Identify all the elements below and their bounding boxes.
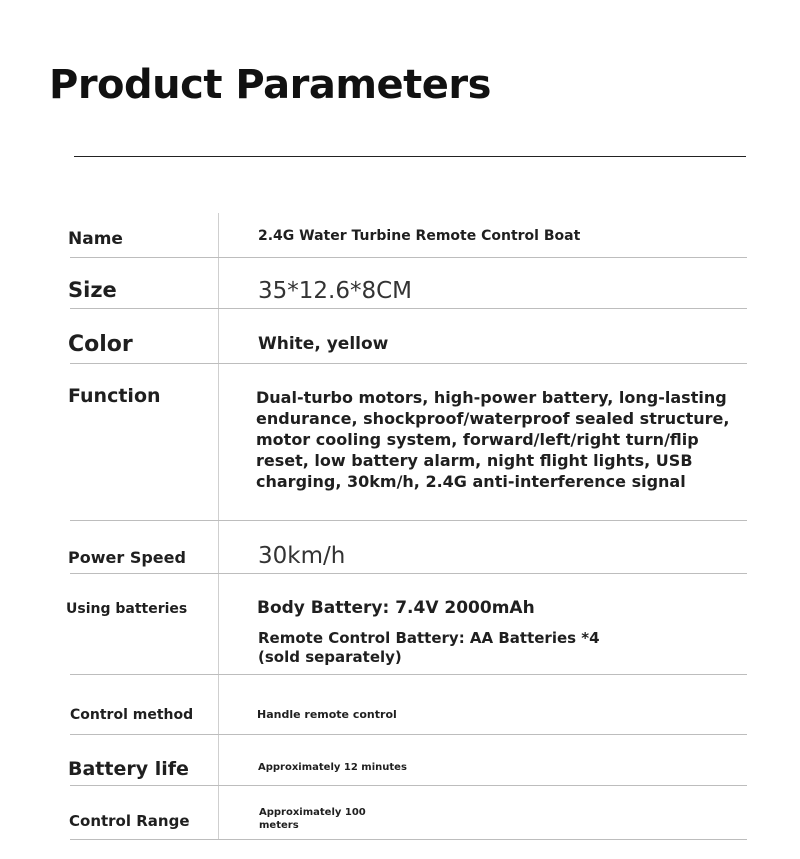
param-value: White, yellow: [258, 334, 389, 354]
param-row-control-method: [70, 675, 747, 735]
param-value: Handle remote control: [257, 708, 397, 721]
param-label: Size: [68, 278, 117, 302]
param-value: Dual-turbo motors, high-power battery, long-lasting endurance, shockproof/waterproof sealed structure, motor cooling system, forward/left/right turn/flip reset, low battery alarm, night flight lights, USB charging, 30km/h, 2.4G anti-interference signal: [256, 388, 730, 491]
param-row-function: [70, 364, 747, 521]
param-value: 35*12.6*8CM: [258, 278, 413, 304]
param-value: 30km/h: [258, 543, 346, 569]
param-row-size: [70, 258, 747, 309]
param-value: Approximately 12 minutes: [258, 762, 407, 773]
param-row-name: [70, 214, 747, 258]
param-label: Name: [68, 229, 123, 249]
param-label: Power Speed: [68, 548, 186, 567]
param-label: Color: [68, 332, 133, 357]
page-title: Product Parameters: [49, 62, 491, 108]
param-value: 2.4G Water Turbine Remote Control Boat: [258, 228, 581, 244]
param-row-color: [70, 309, 747, 364]
title-divider: [74, 156, 746, 157]
param-label: Battery life: [68, 758, 189, 780]
param-label: Function: [68, 385, 161, 407]
param-row-power-speed: [70, 521, 747, 574]
body-battery-value: Body Battery: 7.4V 2000mAh: [257, 598, 535, 618]
param-row-batteries: [66, 574, 747, 675]
param-value: Approximately 100 meters: [259, 807, 366, 831]
remote-battery-value: Remote Control Battery: AA Batteries *4 (sold separately): [258, 629, 600, 666]
param-label: Control method: [70, 707, 194, 723]
param-label: Control Range: [69, 812, 190, 830]
row-divider: [70, 839, 747, 840]
param-row-control-range: [70, 786, 747, 840]
param-row-battery-life: [70, 735, 747, 786]
param-label: Using batteries: [66, 601, 188, 617]
